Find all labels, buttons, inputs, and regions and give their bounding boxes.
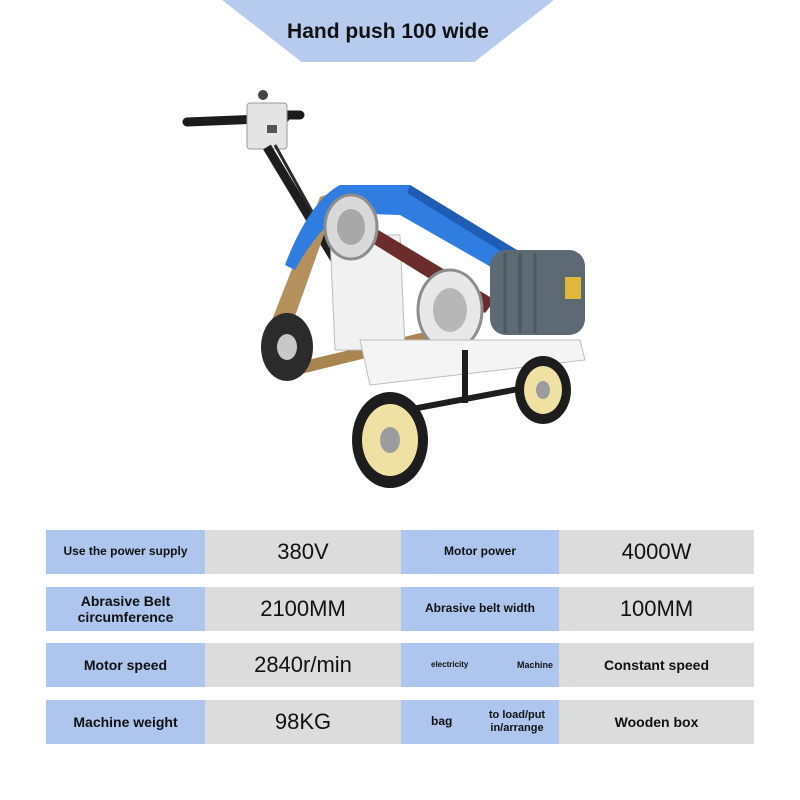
spec-label-belt-circumference: Abrasive Belt circumference (46, 587, 205, 631)
spec-value-speed-type: Constant speed (559, 643, 754, 687)
spec-value-machine-weight: 98KG (205, 700, 401, 744)
spec-label-motor-power: Motor power (401, 530, 559, 574)
spec-value-power-supply: 380V (205, 530, 401, 574)
spec-label-packaging (401, 700, 559, 744)
spec-value-belt-width: 100MM (559, 587, 754, 631)
spec-label-speed-type-a: electricity (431, 660, 469, 670)
spec-label-packaging-b: to load/put in/arrange (488, 709, 546, 734)
belt-grinder-product-image (175, 85, 605, 495)
spec-label-speed-type (401, 643, 559, 687)
spec-label-motor-speed: Motor speed (46, 643, 205, 687)
spec-row (46, 530, 754, 574)
page-title: Hand push 100 wide (287, 20, 489, 43)
spec-value-motor-speed: 2840r/min (205, 643, 401, 687)
spec-value-packaging: Wooden box (559, 700, 754, 744)
spec-value-motor-power: 4000W (559, 530, 754, 574)
spec-row (46, 700, 754, 744)
spec-label-belt-width: Abrasive belt width (401, 587, 559, 631)
spec-value-belt-circumference: 2100MM (205, 587, 401, 631)
spec-label-packaging-a: bag (431, 714, 453, 729)
spec-label-speed-type-b: Machine (516, 659, 553, 670)
spec-row (46, 643, 754, 687)
spec-label-power-supply: Use the power supply (46, 530, 205, 574)
spec-label-machine-weight: Machine weight (46, 700, 205, 744)
spec-row (46, 587, 754, 631)
